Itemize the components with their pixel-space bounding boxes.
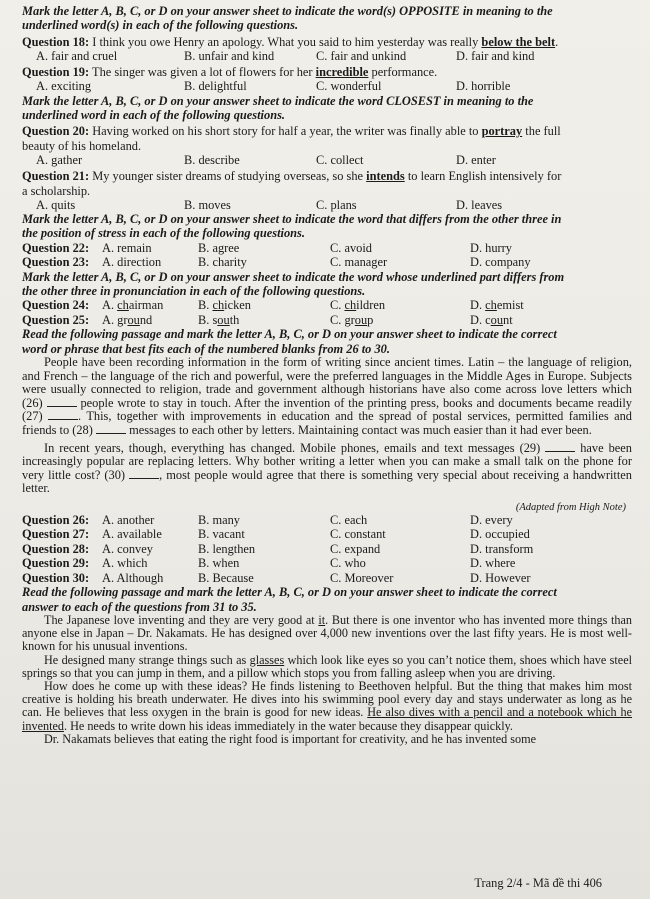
blank-30	[129, 469, 159, 479]
q21-options	[22, 198, 632, 212]
cloze-p2-a: In recent years, though, everything has changed. Mobile phones, emails and text messages (29)	[44, 440, 546, 455]
q24-option-a[interactable]	[102, 298, 198, 313]
question-27	[22, 527, 632, 542]
q19-stem-a: The singer was given a lot of flowers for her	[92, 65, 316, 80]
q29-option-b[interactable]: B. when	[198, 556, 240, 571]
q25-option-b[interactable]	[198, 313, 330, 328]
instruction-stress-1: Mark the letter A, B, C, or D on your answer sheet to indicate the word that differs from the other three in	[22, 212, 562, 227]
q25-a-underline: ou	[127, 312, 140, 327]
q22-option-d[interactable]: D. hurry	[470, 240, 512, 255]
q30-option-b[interactable]: B. Because	[198, 570, 254, 585]
q25-b-pre: B. s	[198, 312, 218, 327]
q29-option-c[interactable]: C. who	[330, 556, 366, 571]
instruction-opposite-1: Mark the letter A, B, C, or D on your answer sheet to indicate the word(s) OPPOSITE in meaning to the	[22, 4, 553, 18]
reading-p2-underlined: glasses	[249, 652, 285, 667]
question-29	[22, 556, 632, 571]
q25-d-underline: ou	[490, 312, 504, 327]
q20-number: Question 20:	[22, 124, 90, 139]
q25-b-underline: ou	[217, 312, 230, 327]
q25-c-underline: ou	[354, 312, 368, 327]
q30-option-c[interactable]: C. Moreover	[330, 570, 394, 585]
q23-option-b[interactable]: B. charity	[198, 255, 247, 270]
q29-number: Question 29:	[22, 556, 90, 571]
question-25	[22, 313, 632, 328]
q25-d-post: nt	[503, 312, 513, 327]
q19-stem-b: performance.	[368, 65, 438, 80]
blank-26	[47, 397, 77, 407]
cloze-p1-d: messages to each other by letters. Maintaining contact was much easier than it had ever been.	[125, 422, 592, 437]
question-28	[22, 542, 632, 557]
q20-option-a[interactable]: A. gather	[36, 152, 83, 167]
question-20	[22, 124, 632, 138]
cloze-paragraph-2	[22, 442, 632, 496]
cloze-source: (Adapted from High Note)	[515, 501, 626, 513]
reading-paragraph-2	[22, 654, 632, 680]
blank-27	[48, 410, 78, 420]
q20-stem-b: the full	[522, 124, 561, 139]
q27-option-b[interactable]: B. vacant	[198, 527, 245, 542]
q30-option-d[interactable]: D. However	[470, 570, 531, 585]
reading-p1-underlined: it	[318, 612, 326, 627]
reading-paragraph-3	[22, 680, 632, 733]
q23-option-c[interactable]: C. manager	[330, 255, 388, 270]
q24-b-underline: ch	[212, 298, 225, 313]
q28-option-b[interactable]: B. lengthen	[198, 541, 256, 556]
question-18	[22, 35, 632, 49]
q20-stem-a: Having worked on his short story for half a year, the writer was finally able to	[92, 124, 482, 139]
q19-number: Question 19:	[22, 65, 90, 80]
q25-number: Question 25:	[22, 312, 90, 327]
q18-stem-a: I think you owe Henry an apology. What you said to him yesterday was really	[92, 34, 482, 49]
reading-p2-a: He designed many strange things such as	[44, 652, 250, 667]
q21-option-a[interactable]: A. quits	[36, 197, 76, 212]
instruction-reading-2: answer to each of the questions from 31 to 35.	[22, 599, 257, 614]
q20-option-d[interactable]: D. enter	[456, 152, 496, 167]
question-19	[22, 65, 632, 79]
q25-a-pre: A. gr	[102, 312, 128, 327]
q29-option-a[interactable]: A. which	[102, 556, 148, 571]
q24-c-pre: C.	[330, 298, 345, 313]
q25-c-post: p	[367, 312, 374, 327]
q28-option-a[interactable]: A. convey	[102, 541, 153, 556]
q26-option-b[interactable]: B. many	[198, 512, 240, 527]
instruction-cloze-1: Read the following passage and mark the letter A, B, C, or D on your answer sheet to indicate the correct	[22, 327, 557, 342]
q21-underlined: intends	[366, 169, 405, 184]
q18-option-c[interactable]: C. fair and unkind	[316, 48, 407, 63]
exam-content	[22, 4, 632, 746]
q26-option-c[interactable]: C. each	[330, 512, 368, 527]
q24-c-underline: ch	[344, 298, 357, 313]
q22-option-b[interactable]: B. agree	[198, 240, 240, 255]
q24-option-c[interactable]	[330, 298, 470, 313]
q25-a-post: nd	[139, 312, 153, 327]
q22-number: Question 22:	[22, 240, 90, 255]
q19-option-a[interactable]: A. exciting	[36, 79, 92, 94]
reading-paragraph-1	[22, 614, 632, 654]
reading-p1-a: The Japanese love inventing and they are very good at	[44, 612, 319, 627]
q24-a-post: airman	[128, 298, 164, 313]
page-footer: Trang 2/4 - Mã đề thi 406	[474, 876, 602, 890]
question-23	[22, 255, 632, 270]
q20-stem-c: beauty of his homeland.	[22, 138, 142, 153]
q28-option-c[interactable]: C. expand	[330, 541, 381, 556]
q21-option-d[interactable]: D. leaves	[456, 197, 503, 212]
q23-option-a[interactable]: A. direction	[102, 255, 162, 270]
q25-d-pre: D. c	[470, 312, 491, 327]
q24-b-pre: B.	[198, 298, 213, 313]
question-26	[22, 513, 632, 528]
q19-option-d[interactable]: D. horrible	[456, 79, 511, 94]
q18-option-b[interactable]: B. unfair and kind	[184, 48, 275, 63]
question-24	[22, 298, 632, 313]
instruction-closest-1: Mark the letter A, B, C, or D on your answer sheet to indicate the word CLOSEST in meaning to the	[22, 93, 534, 108]
q28-number: Question 28:	[22, 541, 90, 556]
q18-underlined: below the belt	[481, 34, 556, 49]
instruction-cloze-2: word or phrase that best fits each of the numbered blanks from 26 to 30.	[22, 341, 390, 356]
question-22	[22, 241, 632, 256]
q21-stem-c: a scholarship.	[22, 183, 91, 198]
q28-option-d[interactable]: D. transform	[470, 541, 534, 556]
cloze-p1-a: People have been recording information in the form of writing since ancient times. Latin – the language of religion, and French – the language of the rich and powerful, were the preferred languages in the Middle Ages in Europe. Subjects were usually connected to religion, trade and government although historians have also come across love letters which (26)	[22, 354, 632, 410]
q21-option-c[interactable]: C. plans	[316, 197, 357, 212]
q27-number: Question 27:	[22, 527, 90, 542]
q24-option-d[interactable]	[470, 298, 610, 313]
reading-p3-b: . He needs to write down his ideas immediately in the water because they disappear quickly.	[63, 718, 513, 733]
q23-number: Question 23:	[22, 255, 90, 270]
q29-option-d[interactable]: D. where	[470, 556, 516, 571]
cloze-p1-c: . This, together with improvements in education and the spread of postal services, permitted families and friends to (28)	[22, 409, 632, 437]
cloze-passage	[22, 356, 632, 496]
q27-option-a[interactable]: A. available	[102, 527, 162, 542]
cloze-p2-c: , most people would agree that there is something very special about receiving a handwritten letter.	[22, 467, 632, 496]
q26-number: Question 26:	[22, 512, 90, 527]
q20-underlined: portray	[481, 124, 523, 139]
q25-option-c[interactable]	[330, 313, 470, 328]
reading-paragraph-4: Dr. Nakamats believes that eating the right food is important for creativity, and he has invented some	[44, 731, 536, 746]
instruction-reading-1: Read the following passage and mark the letter A, B, C, or D on your answer sheet to indicate the correct	[22, 585, 557, 600]
cloze-p1-b: people wrote to stay in touch. After the invention of the printing press, books and documents became readily (27)	[22, 395, 632, 424]
q19-underlined: incredible	[315, 65, 369, 80]
instruction-pronunciation-1: Mark the letter A, B, C, or D on your answer sheet to indicate the word whose underlined part differs from	[22, 269, 565, 284]
cloze-paragraph-1	[22, 356, 632, 438]
reading-passage	[22, 614, 632, 746]
q24-d-pre: D.	[470, 298, 486, 313]
q20-option-b[interactable]: B. describe	[184, 152, 240, 167]
q26-option-a[interactable]: A. another	[102, 512, 155, 527]
blank-29	[545, 442, 575, 452]
q21-stem-b: to learn English intensively for	[404, 169, 562, 184]
q19-option-c[interactable]: C. wonderful	[316, 79, 382, 94]
q24-c-post: ildren	[356, 298, 386, 313]
q20-option-c[interactable]: C. collect	[316, 152, 364, 167]
q21-number: Question 21:	[22, 169, 90, 184]
q22-option-c[interactable]: C. avoid	[330, 240, 372, 255]
reading-p1-b: . But there is one inventor who has invented more things than anyone else in Japan – Dr. Nakamats. He has designed over 4,000 new inventions over the last fifty years. He is most well-known for his unusual inventions.	[22, 612, 632, 654]
q19-options	[22, 79, 632, 93]
q18-stem-b: .	[555, 34, 559, 49]
q24-number: Question 24:	[22, 298, 90, 313]
reading-p3-a: How does he come up with these ideas? He finds listening to Beethoven helpful. But the thing that makes him most creative is holding his breath underwater. He dives into his swimming pool every day and stays underwater as long as he can. He believes that less oxygen in the brain is good for new ideas.	[22, 678, 632, 720]
reading-p2-b: which look like eyes so you can’t notice them, shoes which have steel springs so that you can jump in them, and a pillow which stops you from falling asleep when you are driving.	[22, 652, 633, 680]
q30-option-a[interactable]: A. Although	[102, 570, 164, 585]
instruction-closest-2: underlined word in each of the following questions.	[22, 108, 285, 123]
instruction-opposite-2: underlined word(s) in each of the following questions.	[22, 18, 299, 33]
q25-b-post: th	[229, 312, 240, 327]
q24-b-post: icken	[224, 298, 252, 313]
q27-option-c[interactable]: C. constant	[330, 527, 386, 542]
question-21	[22, 169, 632, 183]
q24-d-underline: ch	[485, 298, 497, 313]
q24-option-b[interactable]	[198, 298, 330, 313]
q24-a-underline: ch	[117, 298, 129, 313]
instruction-stress-2: the position of stress in each of the following questions.	[22, 226, 305, 241]
q25-option-d[interactable]	[470, 313, 610, 328]
blank-28	[96, 424, 126, 434]
q20-options	[22, 153, 632, 167]
q21-option-b[interactable]: B. moves	[184, 197, 231, 212]
instruction-pronunciation-2: the other three in pronunciation in each of the following questions.	[22, 284, 366, 299]
q22-option-a[interactable]: A. remain	[102, 240, 152, 255]
q23-option-d[interactable]: D. company	[470, 255, 531, 270]
q25-c-pre: C. gr	[330, 312, 355, 327]
reading-p3-underlined: He also dives with a pencil and a notebook which he invented	[22, 705, 633, 733]
q19-option-b[interactable]: B. delightful	[184, 79, 247, 94]
q21-stem-a: My younger sister dreams of studying overseas, so she	[92, 169, 367, 184]
q27-option-d[interactable]: D. occupied	[470, 527, 530, 542]
q18-number: Question 18:	[22, 34, 90, 49]
q18-option-a[interactable]: A. fair and cruel	[36, 48, 118, 63]
q18-option-d[interactable]: D. fair and kind	[456, 48, 535, 63]
q18-options	[22, 49, 632, 63]
q24-d-post: emist	[496, 298, 524, 313]
question-30	[22, 571, 632, 586]
q24-a-pre: A.	[102, 298, 118, 313]
q30-number: Question 30:	[22, 570, 90, 585]
q25-option-a[interactable]	[102, 313, 198, 328]
q26-option-d[interactable]: D. every	[470, 512, 513, 527]
cloze-p2-b: have been increasingly popular are replacing letters. Why bother writing a letter when you can make a small talk on the phone for very little cost? (30)	[22, 440, 632, 482]
